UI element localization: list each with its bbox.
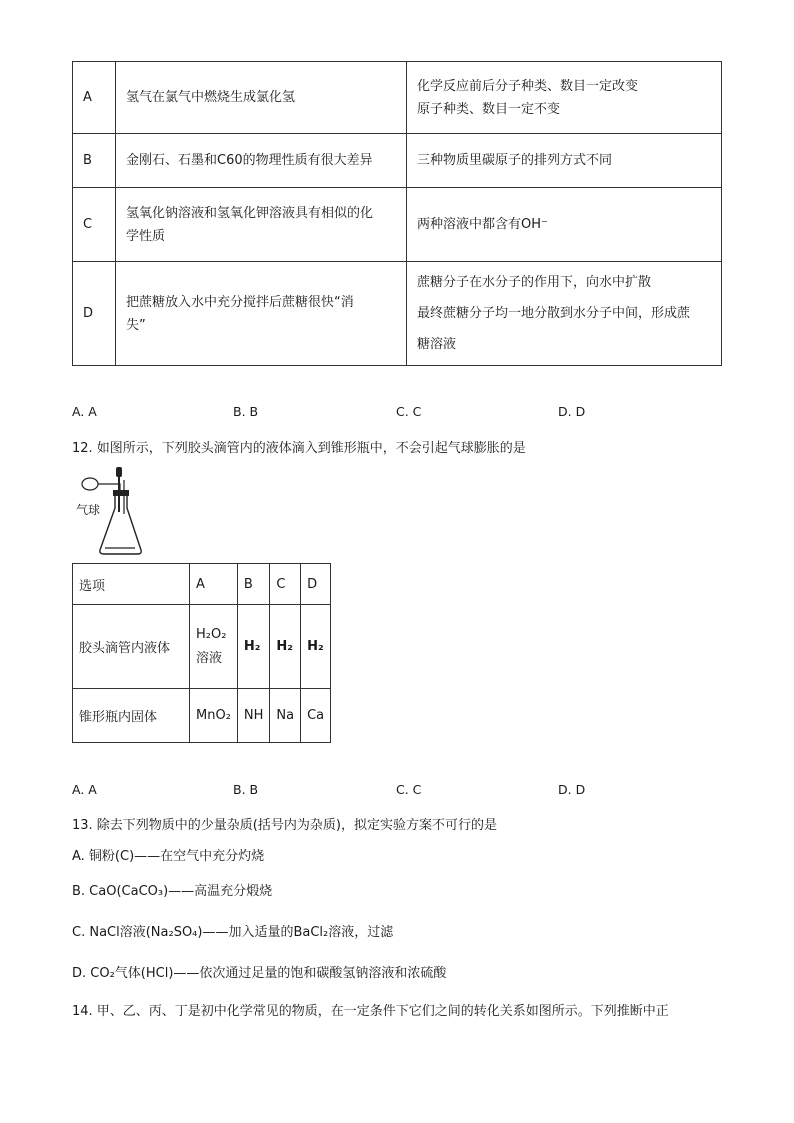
- cell: H₂O₂ 溶液: [190, 605, 238, 689]
- row-label: 胶头滴管内液体: [73, 605, 190, 689]
- flask-balloon-diagram: [72, 462, 148, 558]
- fact-cell: 把蔗糖放入水中充分搅拌后蔗糖很快“消 失”: [116, 262, 407, 366]
- fact-cell: 金刚石、石墨和C60的物理性质有很大差异: [116, 134, 407, 188]
- explanation-cell: 蔗糖分子在水分子的作用下，向水中扩散 最终蔗糖分子均一地分散到水分子中间，形成蔗 糖溶液: [407, 262, 722, 366]
- table-row: [73, 62, 722, 134]
- answer-d[interactable]: D. D: [558, 782, 586, 797]
- cell: Ca: [301, 689, 331, 743]
- option-b[interactable]: B. CaO(CaCO₃)——高温充分煅烧: [72, 884, 273, 899]
- option-cell: A: [73, 62, 116, 134]
- cell: NH: [237, 689, 270, 743]
- option-a[interactable]: A. 铜粉(C)——在空气中充分灼烧: [72, 849, 265, 864]
- fact-cell: 氢气在氯气中燃烧生成氯化氢: [116, 62, 407, 134]
- option-d[interactable]: D. CO₂气体(HCl)——依次通过足量的饱和碳酸氢钠溶液和浓硫酸: [72, 966, 447, 981]
- explanation-cell: 两种溶液中都含有OH⁻: [407, 188, 722, 262]
- question-14-stem: 14. 甲、乙、丙、丁是初中化学常见的物质，在一定条件下它们之间的转化关系如图所示。下列推断中正: [72, 1004, 669, 1019]
- row-label: 锥形瓶内固体: [73, 689, 190, 743]
- answer-c[interactable]: C. C: [396, 782, 422, 797]
- answer-c[interactable]: C. C: [396, 404, 422, 419]
- comparison-table: [72, 61, 722, 366]
- table-row: [73, 188, 722, 262]
- table-row: [73, 262, 722, 366]
- header-cell: A: [190, 564, 238, 605]
- header-cell: D: [301, 564, 331, 605]
- table-row: [73, 605, 331, 689]
- answer-b[interactable]: B. B: [233, 782, 259, 797]
- cell: H₂: [301, 605, 331, 689]
- header-cell: C: [270, 564, 301, 605]
- answer-d[interactable]: D. D: [558, 404, 586, 419]
- table-row: [73, 134, 722, 188]
- explanation-cell: 三种物质里碳原子的排列方式不同: [407, 134, 722, 188]
- header-cell: B: [237, 564, 270, 605]
- header-cell: 选项: [73, 564, 190, 605]
- option-c[interactable]: C. NaCl溶液(Na₂SO₄)——加入适量的BaCl₂溶液，过滤: [72, 925, 394, 940]
- answer-b[interactable]: B. B: [233, 404, 259, 419]
- option-cell: C: [73, 188, 116, 262]
- cell: H₂: [237, 605, 270, 689]
- cell: H₂: [270, 605, 301, 689]
- explanation-cell: 化学反应前后分子种类、数目一定改变 原子种类、数目一定不变: [407, 62, 722, 134]
- question-13-stem: 13. 除去下列物质中的少量杂质(括号内为杂质)，拟定实验方案不可行的是: [72, 818, 497, 833]
- answer-a[interactable]: A. A: [72, 404, 97, 419]
- cell: Na: [270, 689, 301, 743]
- q12-table: [72, 563, 331, 743]
- cell: MnO₂: [190, 689, 238, 743]
- table-row: [73, 564, 331, 605]
- balloon-label: 气球: [76, 503, 101, 517]
- fact-cell: 氢氧化钠溶液和氢氧化钾溶液具有相似的化 学性质: [116, 188, 407, 262]
- table-row: [73, 689, 331, 743]
- option-cell: B: [73, 134, 116, 188]
- question-12-stem: 12. 如图所示，下列胶头滴管内的液体滴入到锥形瓶中，不会引起气球膨胀的是: [72, 441, 526, 456]
- option-cell: D: [73, 262, 116, 366]
- answer-a[interactable]: A. A: [72, 782, 97, 797]
